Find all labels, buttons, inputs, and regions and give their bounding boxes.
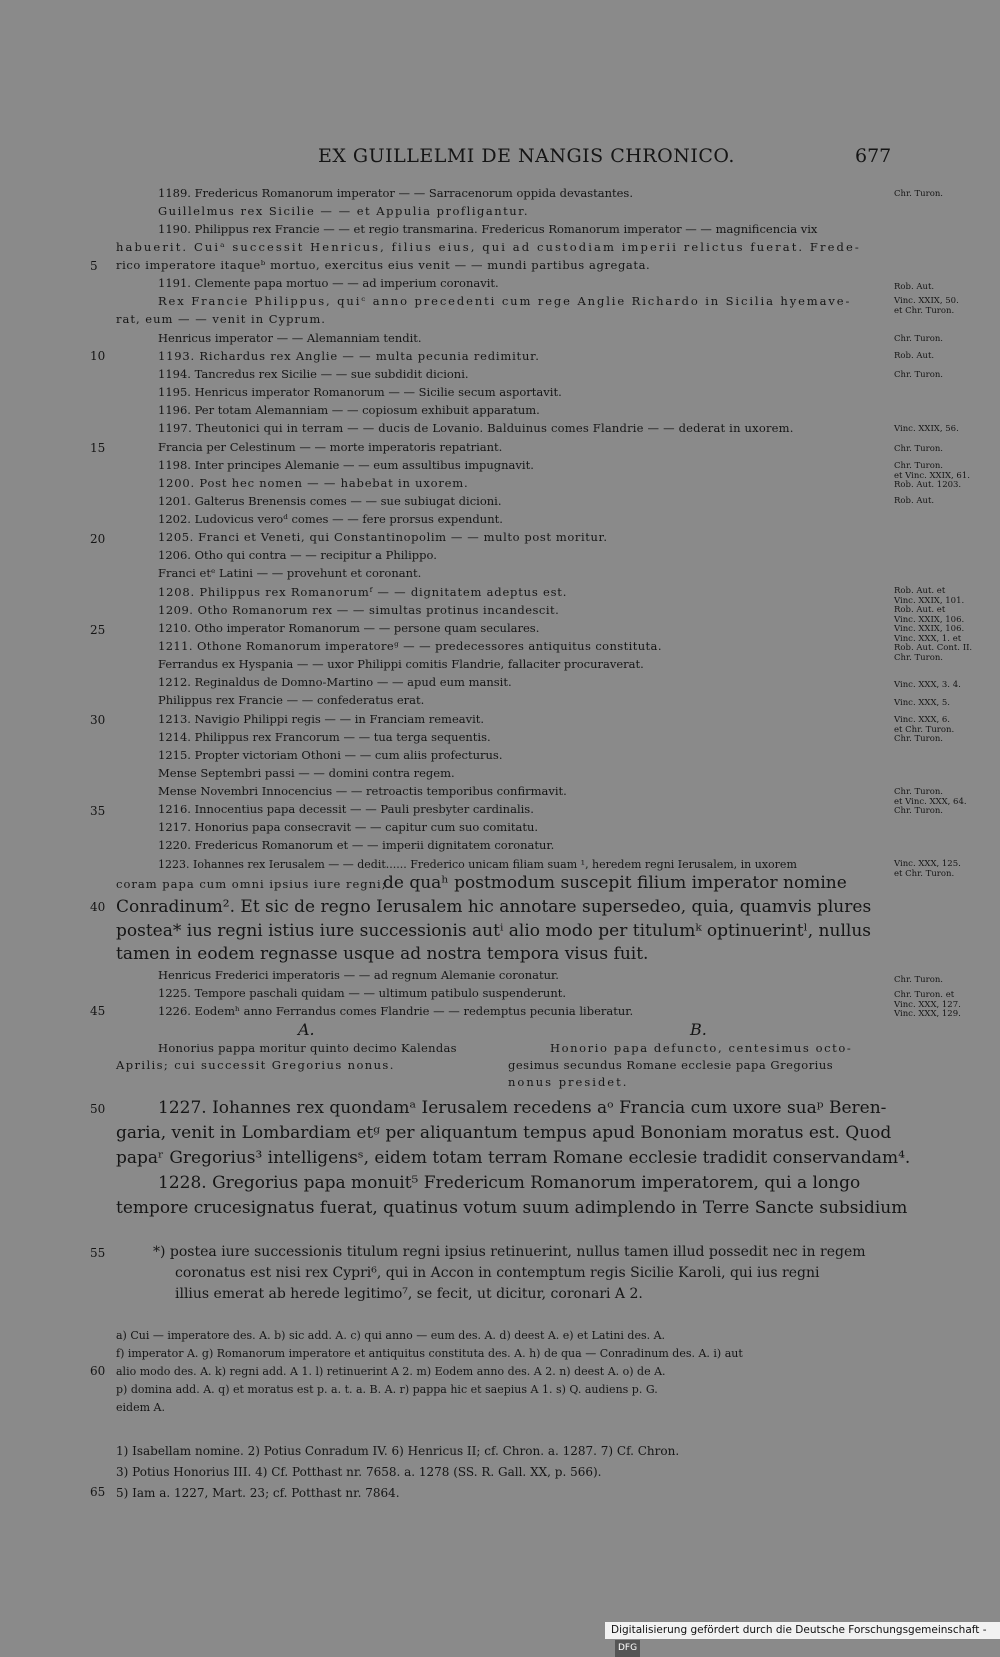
margin-note: Rob. Aut. et Vinc. XXIX, 101. Rob. Aut. et Vinc. XXIX, 106. Vinc. XXIX, 106. Vinc. XXX, 1. et Rob. Aut. Cont. II. Chr. Turon. xyxy=(894,586,973,663)
variant-note-line: p) domina add. A. q) et moratus est p. a. t. a. B. A. r) pappa hic et saepius A 1. s) Q. audiens p. G. xyxy=(116,1383,658,1396)
text-line: Guillelmus rex Sicilie — — et Appulia profligantur. xyxy=(158,204,530,218)
text-line: 1220. Fredericus Romanorum et — — imperii dignitatem coronatur. xyxy=(158,838,555,852)
star-note-line: *) postea iure successionis titulum regni ipsius retinuerint, nullus tamen illud possedit nec in regem xyxy=(153,1244,866,1260)
variant-note-line: alio modo des. A. k) regni add. A 1. l) retinuerint A 2. m) Eodem anno des. A 2. n) deest A. o) de A. xyxy=(116,1365,666,1378)
text-line: 1194. Tancredus rex Sicilie — — sue subdidit dicioni. xyxy=(158,367,469,381)
text-line: 1223. Iohannes rex Ierusalem — — dedit...... Frederico unicam filiam suam ¹, heredem regni Ierusalem, in uxorem xyxy=(158,858,797,871)
line-number: 25 xyxy=(90,623,106,637)
running-title: EX GUILLELMI DE NANGIS CHRONICO. xyxy=(318,145,735,167)
column-a-line: Aprilis; cui successit Gregorius nonus. xyxy=(116,1058,395,1072)
margin-note: Rob. Aut. xyxy=(894,282,935,292)
text-line: 1202. Ludovicus verοᵈ comes — — fere prorsus expendunt. xyxy=(158,512,503,526)
margin-note: Vinc. XXIX, 56. xyxy=(894,424,959,434)
text-line: habuerit. Cuiᵃ successit Henricus, filius eius, qui ad custodiam imperii relictus fuerat. Frede- xyxy=(116,240,861,254)
text-line-large: de quaʰ postmodum suscepit filium imperator nomine xyxy=(383,873,847,893)
margin-note: Rob. Aut. xyxy=(894,496,935,506)
line-number: 40 xyxy=(90,900,106,914)
margin-note: Chr. Turon. xyxy=(894,189,944,199)
text-line: rat, eum — — venit in Cyprum. xyxy=(116,312,326,326)
text-line: 1190. Philippus rex Francie — — et regio transmarina. Fredericus Romanorum imperator — — magnificencia vix xyxy=(158,222,818,236)
text-line: Rex Francie Philippus, quiᶜ anno precedenti cum rege Anglie Richardo in Sicilia hyemave- xyxy=(158,294,852,308)
text-line: 1189. Fredericus Romanorum imperator — — Sarracenorum oppida devastantes. xyxy=(158,186,633,200)
margin-note: Chr. Turon. xyxy=(894,334,944,344)
page-number: 677 xyxy=(855,145,892,167)
column-b-heading: B. xyxy=(690,1020,707,1039)
column-a-text xyxy=(116,1040,496,1074)
text-line: 1197. Theutonici qui in terram — — ducis de Lovanio. Balduinus comes Flandrie — — dederat in uxorem. xyxy=(158,421,794,435)
line-number: 45 xyxy=(90,1004,106,1018)
column-b-line: gesimus secundus Romane ecclesie papa Gregorius xyxy=(508,1058,834,1072)
column-b-line: Honorio papa defuncto, centesimus octo- xyxy=(550,1041,853,1055)
margin-note: Chr. Turon. et Vinc. XXIX, 61. Rob. Aut. 1203. xyxy=(894,461,970,490)
line-number: 55 xyxy=(90,1246,106,1260)
text-line: 1200. Post hec nomen — — habebat in uxorem. xyxy=(158,476,469,490)
margin-note: Chr. Turon. xyxy=(894,975,944,985)
text-line: 1201. Galterus Brenensis comes — — sue subiugat dicioni. xyxy=(158,494,502,508)
text-line: Henricus Frederici imperatoris — — ad regnum Alemanie coronatur. xyxy=(158,968,559,982)
text-line: 1212. Reginaldus de Domno-Martino — — apud eum mansit. xyxy=(158,675,512,689)
text-line: 1206. Otho qui contra — — recipitur a Philippo. xyxy=(158,548,437,562)
text-line: 1196. Per totam Alemanniam — — copiosum exhibuit apparatum. xyxy=(158,403,540,417)
margin-note: Vinc. XXX, 3. 4. xyxy=(894,680,961,690)
text-line: Mense Septembri passi — — domini contra regem. xyxy=(158,766,455,780)
text-line-large: 1228. Gregorius papa monuit⁵ Fredericum Romanorum imperatorem, qui a longo xyxy=(158,1173,861,1193)
variant-note-line: a) Cui — imperatore des. A. b) sic add. A. c) qui anno — eum des. A. d) deest A. e) et Latini des. A. xyxy=(116,1329,666,1342)
line-number: 60 xyxy=(90,1364,106,1378)
text-line: 1195. Henricus imperator Romanorum — — Sicilie secum asportavit. xyxy=(158,385,562,399)
line-number: 35 xyxy=(90,804,106,818)
line-number: 30 xyxy=(90,713,106,727)
text-line: 1225. Tempore paschali quidam — — ultimum patibulo suspenderunt. xyxy=(158,986,567,1000)
text-line: 1191. Clemente papa mortuo — — ad imperium coronavit. xyxy=(158,276,499,290)
text-line: 1208. Philippus rex Romanorumᶠ — — dignitatem adeptus est. xyxy=(158,585,568,599)
text-line: 1210. Otho imperator Romanorum — — persone quam seculares. xyxy=(158,621,540,635)
text-line: 1209. Otho Romanorum rex — — simultas protinus incandescit. xyxy=(158,603,560,617)
text-line: 1226. Eodemʰ anno Ferrandus comes Flandrie — — redemptus pecunia liberatur. xyxy=(158,1004,634,1018)
line-number: 65 xyxy=(90,1485,106,1499)
text-line: Francia per Celestinum — — morte imperatoris repatriant. xyxy=(158,440,503,454)
source-note-line: 1) Isabellam nomine. 2) Potius Conradum IV. 6) Henricus II; cf. Chron. a. 1287. 7) Cf. Chron. xyxy=(116,1444,680,1458)
line-number: 20 xyxy=(90,532,106,546)
line-number: 5 xyxy=(90,259,98,273)
text-line-large: Conradinum². Et sic de regno Ierusalem hic annotare supersedeo, quia, quamvis plures xyxy=(116,897,872,917)
margin-note: Vinc. XXIX, 50. et Chr. Turon. xyxy=(894,296,959,316)
text-line: rico imperatore itaqueᵇ mortuo, exercitus eius venit — — mundi partibus agregata. xyxy=(116,258,651,272)
column-a-heading: A. xyxy=(298,1020,315,1039)
text-line: 1217. Honorius papa consecravit — — capitur cum suo comitatu. xyxy=(158,820,539,834)
text-line-large: postea* ius regni istius iure successionis autⁱ alio modo per titulumᵏ optinuerintˡ, nullus xyxy=(116,921,871,941)
source-note-line: 5) Iam a. 1227, Mart. 23; cf. Potthast nr. 7864. xyxy=(116,1486,400,1500)
page-header xyxy=(0,145,1000,171)
text-line: Mense Novembri Innocencius — — retroactis temporibus confirmavit. xyxy=(158,784,567,798)
text-line: Philippus rex Francie — — confederatus erat. xyxy=(158,693,425,707)
line-number: 50 xyxy=(90,1102,106,1116)
text-line-large: papaʳ Gregorius³ intelligensˢ, eidem totam terram Romane ecclesie tradidit conservandam⁴. xyxy=(116,1148,911,1168)
text-line: Ferrandus ex Hyspania — — uxor Philippi comitis Flandrie, fallaciter procuraverat. xyxy=(158,657,644,671)
dfg-logo: DFG xyxy=(615,1640,640,1657)
text-line: 1205. Franci et Veneti, qui Constantinopolim — — multo post moritur. xyxy=(158,530,608,544)
star-note-line: illius emerat ab herede legitimo⁷, se fecit, ut dicitur, coronari A 2. xyxy=(175,1286,643,1302)
text-line: 1198. Inter principes Alemanie — — eum assultibus impugnavit. xyxy=(158,458,534,472)
text-line: 1213. Navigio Philippi regis — — in Franciam remeavit. xyxy=(158,712,485,726)
margin-note: Rob. Aut. xyxy=(894,351,935,361)
text-line: coram papa cum omni ipsius iure regni; xyxy=(116,877,387,891)
margin-note: Vinc. XXX, 125. et Chr. Turon. xyxy=(894,859,961,879)
column-b-text xyxy=(508,1040,888,1091)
source-note-line: 3) Potius Honorius III. 4) Cf. Potthast nr. 7658. a. 1278 (SS. R. Gall. XX, p. 566). xyxy=(116,1465,602,1479)
text-line: 1214. Philippus rex Francorum — — tua terga sequentis. xyxy=(158,730,491,744)
text-line: 1193. Richardus rex Anglie — — multa pecunia redimitur. xyxy=(158,349,540,363)
margin-note: Chr. Turon. et Vinc. XXX, 127. Vinc. XXX, 129. xyxy=(894,990,961,1019)
column-b-line: nonus presidet. xyxy=(508,1075,629,1089)
margin-note: Chr. Turon. et Vinc. XXX, 64. Chr. Turon. xyxy=(894,787,967,816)
variant-note-line: f) imperator A. g) Romanorum imperatore et antiquitus constituta des. A. h) de qua — Conradinum des. A. i) aut xyxy=(116,1347,743,1360)
margin-note: Chr. Turon. xyxy=(894,444,944,454)
column-a-line: Honorius pappa moritur quinto decimo Kalendas xyxy=(158,1041,457,1055)
text-line: 1216. Innocentius papa decessit — — Pauli presbyter cardinalis. xyxy=(158,802,534,816)
margin-note: Chr. Turon. xyxy=(894,370,944,380)
margin-note: Vinc. XXX, 5. xyxy=(894,698,951,708)
margin-note: Vinc. XXX, 6. et Chr. Turon. Chr. Turon. xyxy=(894,715,955,744)
line-number: 10 xyxy=(90,349,106,363)
star-note-line: coronatus est nisi rex Cypri⁶, qui in Accon in contemptum regis Sicilie Karoli, qui ius regni xyxy=(175,1265,820,1281)
text-line: 1215. Propter victoriam Othoni — — cum aliis profecturus. xyxy=(158,748,503,762)
text-line: Henricus imperator — — Alemanniam tendit. xyxy=(158,331,422,345)
digitization-credit xyxy=(605,1622,1000,1653)
text-line-large: tamen in eodem regnasse usque ad nostra tempora visus fuit. xyxy=(116,944,649,964)
text-line-large: tempore crucesignatus fuerat, quatinus votum suum adimplendo in Terre Sancte subsidium xyxy=(116,1198,908,1218)
text-line: Franci etᵉ Latini — — provehunt et coronant. xyxy=(158,566,422,580)
line-number: 15 xyxy=(90,441,106,455)
credit-text: Digitalisierung gefördert durch die Deutsche Forschungsgemeinschaft - xyxy=(611,1624,987,1636)
text-line-large: garia, venit in Lombardiam etᵍ per aliquantum tempus apud Bononiam moratus est. Quod xyxy=(116,1123,892,1143)
text-line: 1211. Othone Romanorum imperatoreᵍ — — predecessores antiquitus constituta. xyxy=(158,639,662,653)
variant-note-line: eidem A. xyxy=(116,1401,165,1414)
text-line-large: 1227. Iohannes rex quondamᵃ Ierusalem recedens aᵒ Francia cum uxore suaᵖ Beren- xyxy=(158,1098,887,1118)
